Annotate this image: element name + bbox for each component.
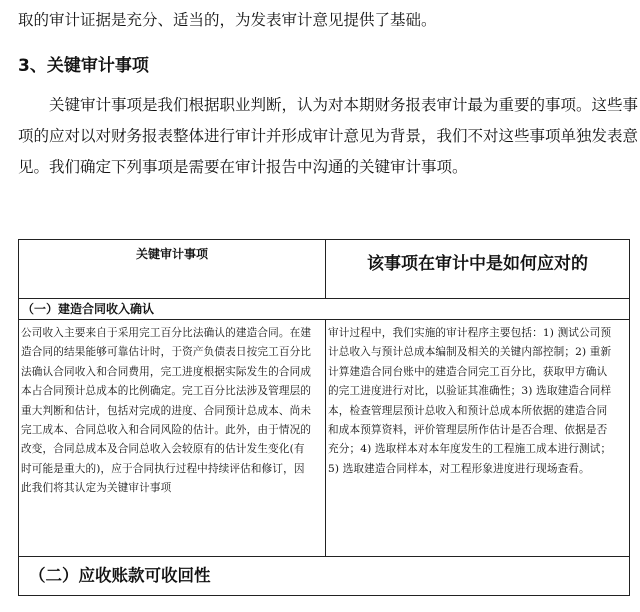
audit-response-cell [326, 320, 630, 557]
section1-title: （一）建造合同收入确认 [19, 299, 630, 320]
intro-line: 取的审计证据是充分、适当的，为发表审计意见提供了基础。 [18, 11, 437, 29]
key-audit-matters-table [18, 239, 630, 596]
matter-description-cell [19, 320, 326, 557]
response-line: 和成本预算资料，评价管理层所作估计是否合理、依据是否 [328, 424, 608, 437]
matter-line: 公司收入主要来自于采用完工百分比法确认的建造合同。在建 [21, 327, 312, 339]
paragraph-line: 关键审计事项是我们根据职业判断，认为对本期财务报表审计最为重要的事项。这些事 [49, 96, 639, 114]
response-line: 5) 选取建造合同样本，对工程形象进度进行现场查看。 [328, 462, 590, 475]
section-row [19, 299, 630, 320]
response-line: 本，检查管理层预计总收入和预计总成本所依据的建造合同 [328, 404, 608, 417]
table-row [19, 320, 630, 557]
matter-line: 此我们将其认定为关键审计事项 [21, 482, 172, 495]
matter-line: 重大判断和估计，包括对完成的进度、合同预计总成本、尚未 [21, 404, 312, 417]
section2-title: （二）应收账款可收回性 [19, 557, 630, 596]
response-line: 的完工进度进行对比，以验证其准确性；3) 选取建造合同样 [328, 385, 612, 398]
matter-line: 造合同的结果能够可靠估计时，于资产负债表日按完工百分比 [21, 346, 312, 359]
response-line: 审计过程中，我们实施的审计程序主要包括：1) 测试公司预 [328, 327, 612, 339]
paragraph-line: 项的应对以对财务报表整体进行审计并形成审计意见为背景，我们不对这些事项单独发表意 [18, 127, 639, 145]
matter-line: 改变，合同总成本及合同总收入会较原有的估计发生变化(有 [21, 443, 305, 456]
paragraph-line: 见。我们确定下列事项是需要在审计报告中沟通的关键审计事项。 [18, 158, 468, 176]
kam-paragraph [18, 90, 639, 183]
section-row [19, 557, 630, 596]
response-line: 计算建造合同台账中的建造合同完工百分比，获取甲方确认 [328, 365, 608, 378]
header-audit-response: 该事项在审计中是如何应对的 [326, 240, 630, 299]
table-header-row [19, 240, 630, 299]
response-line: 充分；4) 选取样本对本年度发生的工程施工成本进行测试； [328, 443, 612, 456]
matter-line: 法确认合同收入和合同费用，完工进度根据实际发生的合同成 [21, 365, 312, 378]
matter-line: 本占合同预计总成本的比例确定。完工百分比法涉及管理层的 [21, 385, 312, 398]
response-line: 计总收入与预计总成本编制及相关的关键内部控制；2) 重新 [328, 346, 612, 359]
section-heading: 3、关键审计事项 [18, 56, 149, 76]
header-key-matters: 关键审计事项 [19, 240, 326, 299]
matter-line: 完工成本、合同总收入和合同风险的估计。此外，由于情况的 [21, 424, 312, 437]
matter-line: 时可能是重大的)，应于合同执行过程中持续评估和修订，因 [21, 462, 305, 475]
